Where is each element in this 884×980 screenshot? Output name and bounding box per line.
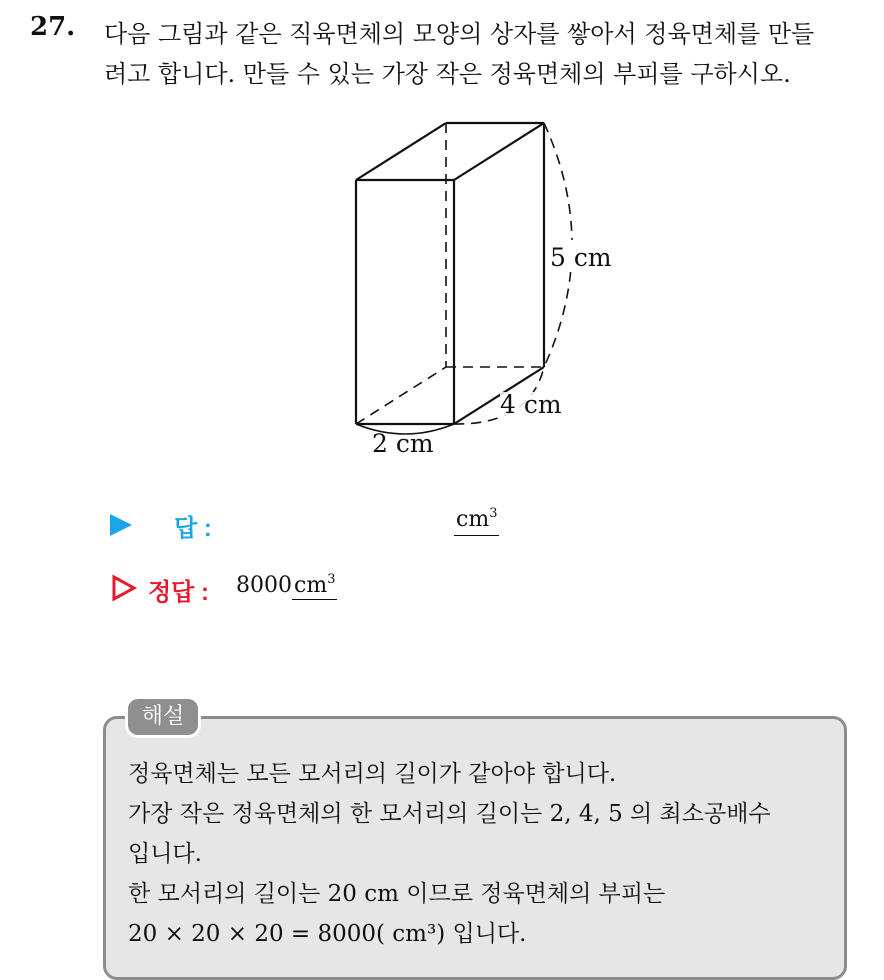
explanation-tab: 해설: [128, 699, 198, 735]
correct-answer-label: 정답 :: [148, 579, 210, 606]
question-line-2: 려고 합니다. 만들 수 있는 가장 작은 정육면체의 부피를 구하시오.: [104, 60, 791, 88]
answer-unit-text: cm: [456, 507, 490, 532]
explanation-line-2: 가장 작은 정육면체의 한 모서리의 길이는 2, 4, 5 의 최소공배수: [128, 801, 771, 827]
explanation-line-1: 정육면체는 모든 모서리의 길이가 같아야 합니다.: [128, 761, 617, 787]
top-right-edge: [454, 123, 544, 180]
correct-unit-text: cm: [294, 573, 328, 598]
width-label: 2 cm: [372, 429, 434, 458]
question-number: 27.: [30, 12, 76, 42]
answer-unit: [454, 506, 499, 536]
answer-unit-exponent: 3: [489, 506, 498, 521]
explanation-line-4: 한 모서리의 길이는 20 cm 이므로 정육면체의 부피는: [128, 881, 666, 907]
answer-row: [110, 506, 610, 542]
outline-triangle-icon: [110, 574, 138, 602]
explanation-line-5: 20 × 20 × 20 = 8000( cm³) 입니다.: [128, 921, 527, 947]
top-left-edge: [356, 123, 446, 180]
explanation-line-3: 입니다.: [128, 841, 202, 867]
correct-answer-value: [236, 572, 337, 600]
correct-answer-unit: [292, 573, 337, 600]
hidden-bottom-left-edge: [356, 367, 446, 424]
correct-answer-row: [110, 570, 610, 606]
explanation-text: [128, 754, 838, 954]
answer-label: 답 :: [174, 515, 212, 542]
correct-unit-exponent: 3: [327, 572, 336, 587]
depth-label: 4 cm: [500, 390, 562, 419]
question-line-1: 다음 그림과 같은 직육면체의 모양의 상자를 쌓아서 정육면체를 만들: [104, 20, 815, 48]
height-label: 5 cm: [550, 243, 612, 272]
correct-value-number: 8000: [236, 573, 292, 598]
play-triangle-icon: [110, 514, 132, 536]
